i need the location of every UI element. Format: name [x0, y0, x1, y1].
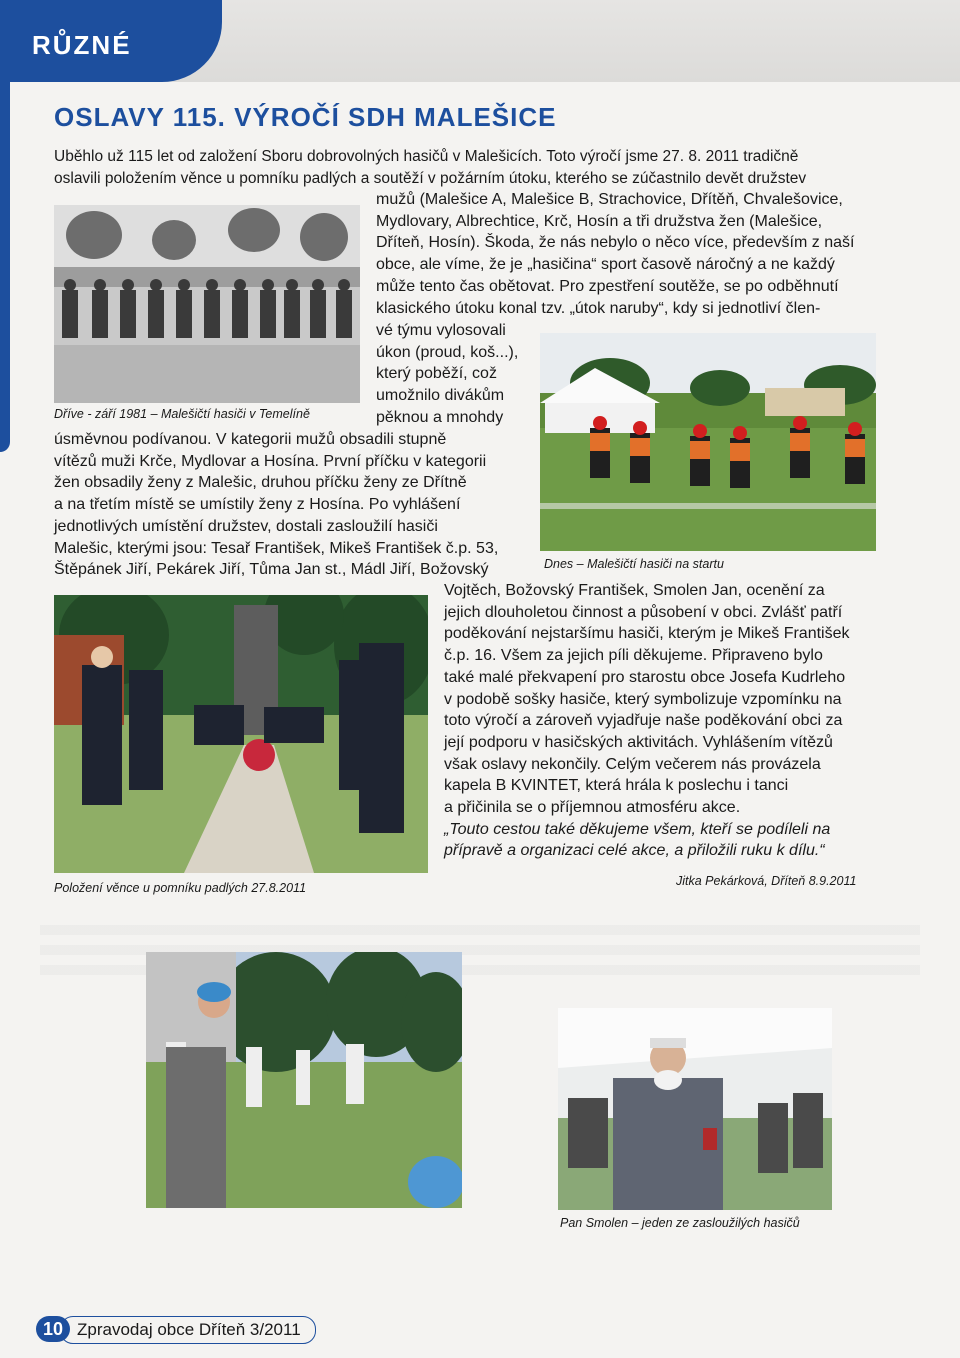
text-line: její podporu v hasičských aktivitách. Vyhlášením vítězů	[444, 733, 833, 751]
intro-text	[54, 146, 888, 189]
text-line: také malé překvapení pro starostu obce Josefa Kudrleho	[444, 668, 846, 686]
text-line: obce, ale víme, že je „hasičina“ sport časově náročný a ne každý	[376, 256, 835, 274]
text-line: úkon (proud, koš...),	[376, 343, 519, 361]
signature: Jitka Pekárková, Dříteň 8.9.2011	[676, 874, 857, 888]
text-line: a přičinila se o příjemnou atmosféru akce.	[444, 799, 741, 817]
caption-photo2: Dnes – Malešičtí hasiči na startu	[544, 557, 724, 571]
text-line: v podobě sošky hasiče, který symbolizuje vzpomínku na	[444, 690, 842, 708]
text-line: jednotlivých umístění družstev, dostali zasloužilí hasiči	[54, 517, 438, 535]
text-line: klasického útoku konal tzv. „útok naruby“, kdy si jednotliví člen-	[376, 299, 821, 317]
text-line: kapela B KVINTET, která hrála k poslechu i tanci	[444, 777, 789, 795]
text-line: a na třetím místě se umístily ženy z Hosína. Po vyhlášení	[54, 496, 461, 514]
text-line: Štěpánek Jiří, Pekárek Jiří, Tůma Jan st., Mádl Jiří, Božovský	[54, 561, 489, 579]
text-line: který poběží, což	[376, 365, 497, 383]
text-line: mužů (Malešice A, Malešice B, Strachovice, Dřítěň, Chvalešovice,	[376, 191, 843, 208]
photo-wreath-ceremony	[54, 595, 428, 873]
text-line: jejich dlouholetou činnost a působení v obci. Zvlášť patří	[444, 603, 843, 621]
caption-photo3: Položení věnce u pomníku padlých 27.8.2011	[54, 881, 307, 895]
left-edge-bar	[0, 82, 10, 452]
text-line: žen obsadily ženy z Malešic, druhou příčku ženy ze Dřítně	[54, 474, 467, 492]
text-line: Vojtěch, Božovský František, Smolen Jan, ocenění za	[444, 582, 825, 599]
photo-race-start	[540, 333, 876, 551]
section-label: RŮZNÉ	[32, 30, 132, 60]
text-line: Uběhlo už 115 let od založení Sboru dobrovolných hasičů v Malešicích. Toto výročí jsme 27. 8. 2011 tradičně	[54, 148, 799, 165]
text-line: pěknou a mnohdy	[376, 408, 504, 426]
text-line: Malešic, kterými jsou: Tesař František, Mikeš František č.p. 53,	[54, 539, 499, 557]
right-column-text	[376, 189, 886, 319]
text-line: umožnilo divákům	[376, 387, 505, 405]
text-line: může tento čas obětovat. Pro zpestření soutěže, se po odběhnutí	[376, 277, 839, 295]
narrow-column-text	[376, 320, 528, 429]
text-line: Dříteň, Hosín). Škoda, že nás nebylo o něco více, především z naší	[376, 234, 855, 252]
text-line: č.p. 16. Všem za jejich píli děkujeme. Připraveno bylo	[444, 647, 823, 665]
text-line: toto výročí a zároveň vyjadřuje naše poděkování obci za	[444, 712, 843, 730]
page-number: 10	[36, 1316, 70, 1342]
text-line: vítězů muži Krče, Mydlovar a Hosína. První příčku v kategorii	[54, 452, 487, 470]
text-line: úsměvnou podívanou. V kategorii mužů obsadili stupně	[54, 431, 447, 448]
text-line: však oslavy nekončily. Celým večerem nás provázela	[444, 755, 821, 773]
text-line: oslavili položením věnce u pomníku padlých a soutěží v požárním útoku, kterého se zúčastnilo devět družstev	[54, 169, 807, 187]
left-column-text	[54, 429, 530, 581]
caption-photo5: Pan Smolen – jeden ze zasloužilých hasičů	[560, 1216, 800, 1230]
photo-tent-smolen	[558, 1008, 832, 1210]
article-title: OSLAVY 115. VÝROČÍ SDH MALEŠICE	[54, 102, 557, 132]
caption-photo1: Dříve - září 1981 – Malešičtí hasiči v Temelíně	[54, 407, 310, 421]
photo-1981-firefighters	[54, 205, 360, 403]
photo-outdoor-crowd	[146, 952, 462, 1208]
text-line: vé týmu vylosovali	[376, 322, 506, 339]
text-line: poděkování nejstaršímu hasiči, kterým je Mikeš František	[444, 625, 850, 643]
continuation-text	[444, 580, 886, 862]
text-line: přípravě a organizaci celé akce, a přiložili ruku k dílu.“	[444, 842, 825, 860]
text-line: Mydlovary, Albrechtice, Krč, Hosín a tři družstva žen (Malešice,	[376, 212, 823, 230]
text-line: „Touto cestou také děkujeme všem, kteří se podíleli na	[444, 820, 831, 838]
footer-publication: Zpravodaj obce Dříteň 3/2011	[60, 1316, 316, 1344]
